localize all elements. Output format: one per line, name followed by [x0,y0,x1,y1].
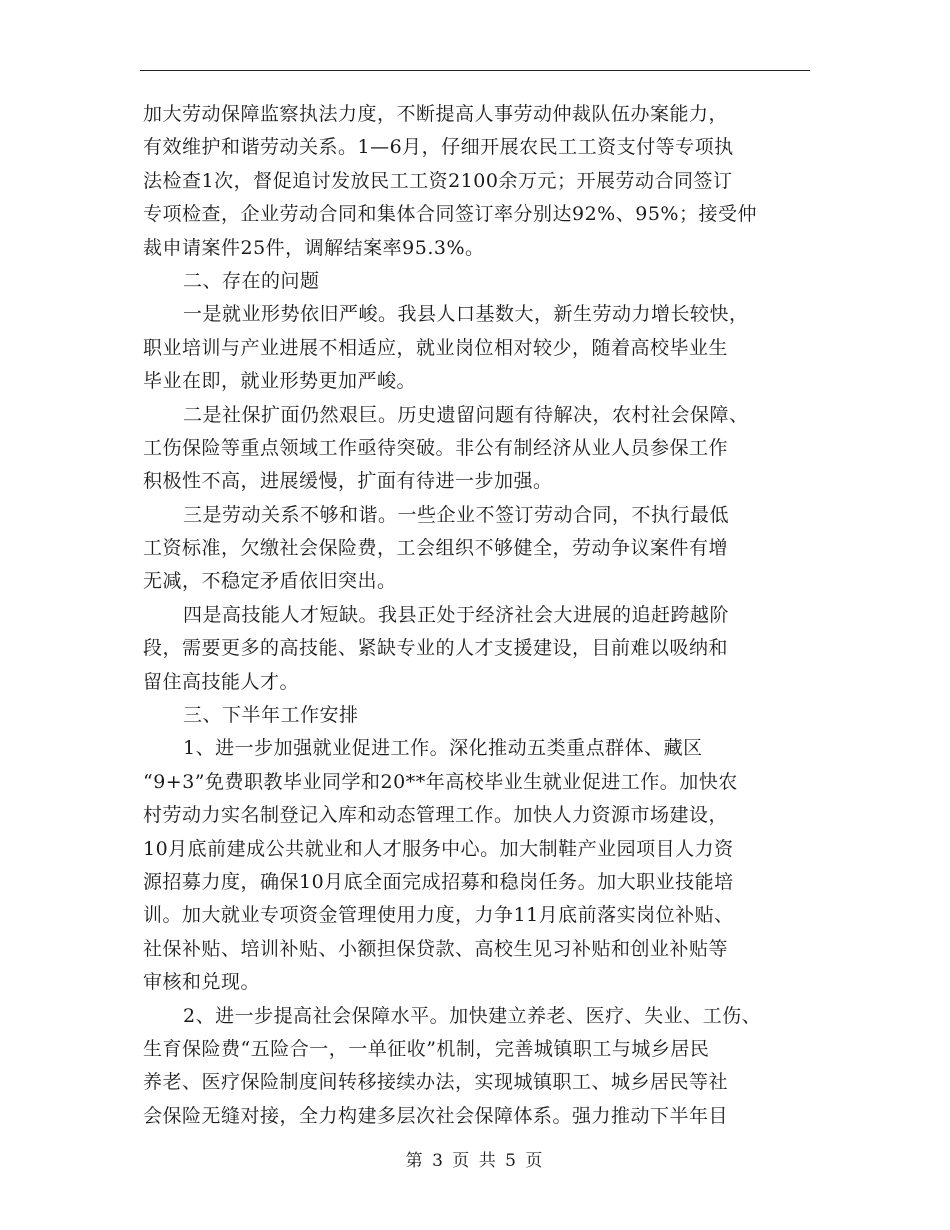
text-line: 三、下半年工作安排 [183,704,359,727]
text-line: 三是劳动关系不够和谐。一些企业不签订劳动合同，不执行最低 [183,503,730,526]
text-line: 会保险无缝对接，全力构建多层次社会保障体系。强力推动下半年目 [143,1104,729,1127]
text-line: 村劳动力实名制登记入库和动态管理工作。加快人力资源市场建设， [143,804,729,827]
text-line: 二、存在的问题 [183,269,320,292]
text-line: 积极性不高，进展缓慢，扩面有待进一步加强。 [143,470,553,493]
text-line: 养老、医疗保险制度间转移接续办法，实现城镇职工、城乡居民等社 [143,1071,729,1094]
text-line: 训。加大就业专项资金管理使用力度，力争11月底前落实岗位补贴、 [143,904,734,927]
text-line: 加大劳动保障监察执法力度，不断提高人事劳动仲裁队伍办案能力， [143,103,729,125]
header-rule [140,70,810,71]
text-line: 职业培训与产业进展不相适应，就业岗位相对较少，随着高校毕业生 [143,336,729,359]
text-line: 社保补贴、培训补贴、小额担保贷款、高校生见习补贴和创业补贴等 [143,937,729,960]
text-line: 10月底前建成公共就业和人才服务中心。加大制鞋产业园项目人力资 [143,837,734,860]
text-line: 四是高技能人才短缺。我县正处于经济社会大进展的追赶跨越阶 [183,603,730,626]
text-line: 留住高技能人才。 [143,670,300,693]
text-line: 有效维护和谐劳动关系。1—6月，仔细开展农民工工资支付等专项执 [143,136,734,159]
text-line: 法检查1次，督促追讨发放民工工资2100余万元；开展劳动合同签订 [143,169,733,192]
text-line: 无减，不稳定矛盾依旧突出。 [143,570,397,593]
text-line: “9+3”免费职教毕业同学和20**年高校毕业生就业促进工作。加快农 [143,770,738,793]
text-line: 段，需要更多的高技能、紧缺专业的人才支援建设，目前难以吸纳和 [143,637,729,660]
page-footer: 第 3 页 共 5 页 [405,1151,545,1171]
text-line: 毕业在即，就业形势更加严峻。 [143,370,417,393]
text-line: 生育保险费“五险合一，一单征收”机制，完善城镇职工与城乡居民 [143,1037,710,1060]
text-line: 二是社保扩面仍然艰巨。历史遗留问题有待解决，农村社会保障、 [183,403,749,426]
text-line: 源招募力度，确保10月底全面完成招募和稳岗任务。加大职业技能培 [143,870,734,893]
document-body [143,98,823,1133]
text-line: 2、进一步提高社会保障水平。加快建立养老、医疗、失业、工伤、 [183,1004,762,1027]
text-line: 专项检查，企业劳动合同和集体合同签订率分别达92%、95%；接受仲 [143,203,757,226]
text-line: 1、进一步加强就业促进工作。深化推动五类重点群体、藏区 [183,737,703,760]
text-line: 工资标准，欠缴社会保险费，工会组织不够健全，劳动争议案件有增 [143,537,729,560]
text-line: 一是就业形势依旧严峻。我县人口基数大，新生劳动力增长较快， [183,303,749,326]
text-line: 工伤保险等重点领域工作亟待突破。非公有制经济从业人员参保工作 [143,436,729,459]
text-line: 裁申请案件25件，调解结案率95.3%。 [143,236,485,259]
text-line: 审核和兑现。 [143,971,261,994]
